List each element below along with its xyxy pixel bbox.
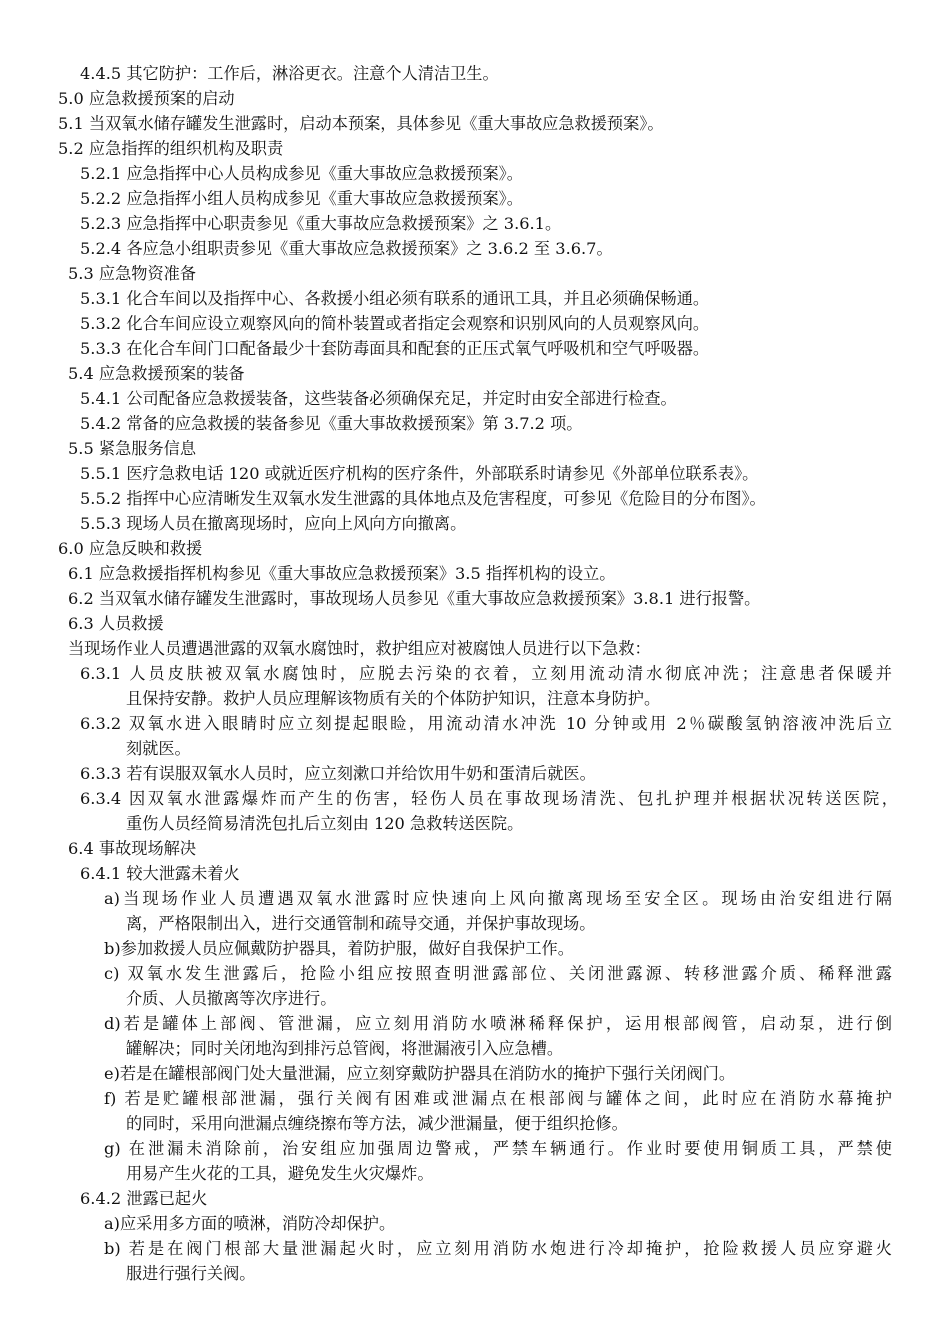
section-heading: 6.4 事故现场解决 [68,839,197,858]
section-heading: 5.4 应急救援预案的装备 [68,364,245,383]
subsection-heading: 6.4.2 泄露已起火 [80,1189,208,1208]
text-line: 服进行强行关阀。 [126,1264,256,1283]
text-line: 6.3.3 若有误服双氧水人员时，应立刻漱口并给饮用牛奶和蛋清后就医。 [80,764,596,783]
section-heading: 6.0 应急反映和救援 [58,539,203,558]
text-line: 5.3.1 化合车间以及指挥中心、各救援小组必须有联系的通讯工具，并且必须确保畅通。 [80,289,710,308]
text-line: 离，严格限制出入，进行交通管制和疏导交通，并保护事故现场。 [126,914,596,933]
text-line: 5.3.3 在化合车间门口配备最少十套防毒面具和配套的正压式氧气呼吸机和空气呼吸器。 [80,339,710,358]
text-line: 5.2.4 各应急小组职责参见《重大事故应急救援预案》之 3.6.2 至 3.6.7。 [80,239,613,258]
text-line: 4.4.5 其它防护：工作后，淋浴更衣。注意个人清洁卫生。 [80,64,499,83]
section-heading: 5.3 应急物资准备 [68,264,197,283]
text-line: 6.1 应急救援指挥机构参见《重大事故应急救援预案》3.5 指挥机构的设立。 [68,564,616,583]
text-line: 5.5.3 现场人员在撤离现场时，应向上风向方向撤离。 [80,514,467,533]
text-line: 罐解决；同时关闭地沟到排污总管阀，将泄漏液引入应急槽。 [126,1039,564,1058]
text-line: 5.5.2 指挥中心应清晰发生双氧水发生泄露的具体地点及危害程度，可参见《危险目的分布图》。 [80,489,766,508]
text-line: b)参加救援人员应佩戴防护器具，着防护服，做好自我保护工作。 [104,939,574,958]
text-line: 6.3.1 人员皮肤被双氧水腐蚀时，应脱去污染的衣着，立刻用流动清水彻底冲洗；注意患者保暖并 [80,664,892,683]
text-line: 5.2.3 应急指挥中心职责参见《重大事故应急救援预案》之 3.6.1。 [80,214,562,233]
text-line: 介质、人员撤离等次序进行。 [126,989,337,1008]
text-line: 且保持安静。救护人员应理解该物质有关的个体防护知识，注意本身防护。 [126,689,661,708]
subsection-heading: 6.4.1 较大泄露未着火 [80,864,240,883]
text-line: d)若是罐体上部阀、管泄漏，应立刻用消防水喷淋稀释保护，运用根部阀管，启动泵，进行倒 [104,1014,892,1033]
text-line: g) 在泄漏未消除前，治安组应加强周边警戒，严禁车辆通行。作业时要使用铜质工具，严禁使 [104,1139,892,1158]
text-line: 5.4.2 常备的应急救援的装备参见《重大事故救援预案》第 3.7.2 项。 [80,414,583,433]
text-line: 重伤人员经简易清洗包扎后立刻由 120 急救转送医院。 [126,814,524,833]
text-line: e)若是在罐根部阀门处大量泄漏，应立刻穿戴防护器具在消防水的掩护下强行关闭阀门。 [104,1064,736,1083]
text-line: 6.3.4 因双氧水泄露爆炸而产生的伤害，轻伤人员在事故现场清洗、包扎护理并根据状况转送医院， [80,789,898,808]
text-line: c) 双氧水发生泄露后，抢险小组应按照查明泄露部位、关闭泄露源、转移泄露介质、稀释泄露 [104,964,892,983]
section-heading: 5.0 应急救援预案的启动 [58,89,235,108]
section-heading: 5.2 应急指挥的组织机构及职责 [58,139,284,158]
text-line: 5.2.2 应急指挥小组人员构成参见《重大事故应急救援预案》。 [80,189,523,208]
text-line: a)应采用多方面的喷淋，消防冷却保护。 [104,1214,396,1233]
text-line: 5.2.1 应急指挥中心人员构成参见《重大事故应急救援预案》。 [80,164,523,183]
text-line: 5.5.1 医疗急救电话 120 或就近医疗机构的医疗条件，外部联系时请参见《外部单位联系表》。 [80,464,759,483]
text-line: 6.3.2 双氧水进入眼睛时应立刻提起眼睑，用流动清水冲洗 10 分钟或用 2％碳酸氢钠溶液冲洗后立 [80,714,892,733]
text-line: 5.3.2 化合车间应设立观察风向的简朴装置或者指定会观察和识别风向的人员观察风向。 [80,314,710,333]
text-line: 5.4.1 公司配备应急救援装备，这些装备必须确保充足，并定时由安全部进行检查。 [80,389,677,408]
section-heading: 5.5 紧急服务信息 [68,439,197,458]
text-line: 当现场作业人员遭遇泄露的双氧水腐蚀时，救护组应对被腐蚀人员进行以下急救： [68,639,651,658]
text-line: 用易产生火花的工具，避免发生火灾爆炸。 [126,1164,434,1183]
text-line: 的同时，采用向泄漏点缠绕擦布等方法，减少泄漏量，便于组织抢修。 [126,1114,628,1133]
text-line: 6.2 当双氧水储存罐发生泄露时，事故现场人员参见《重大事故应急救援预案》3.8.1 进行报警。 [68,589,761,608]
text-line: a)当现场作业人员遭遇双氧水泄露时应快速向上风向撤离现场至安全区。现场由治安组进行隔 [104,889,892,908]
section-heading: 6.3 人员救援 [68,614,164,633]
text-line: 刻就医。 [126,739,191,758]
text-line: b) 若是在阀门根部大量泄漏起火时，应立刻用消防水炮进行冷却掩护，抢险救援人员应穿避火 [104,1239,892,1258]
text-line: f) 若是贮罐根部泄漏，强行关阀有困难或泄漏点在根部阀与罐体之间，此时应在消防水幕掩护 [104,1089,892,1108]
text-line: 5.1 当双氧水储存罐发生泄露时，启动本预案，具体参见《重大事故应急救援预案》。 [58,114,664,133]
